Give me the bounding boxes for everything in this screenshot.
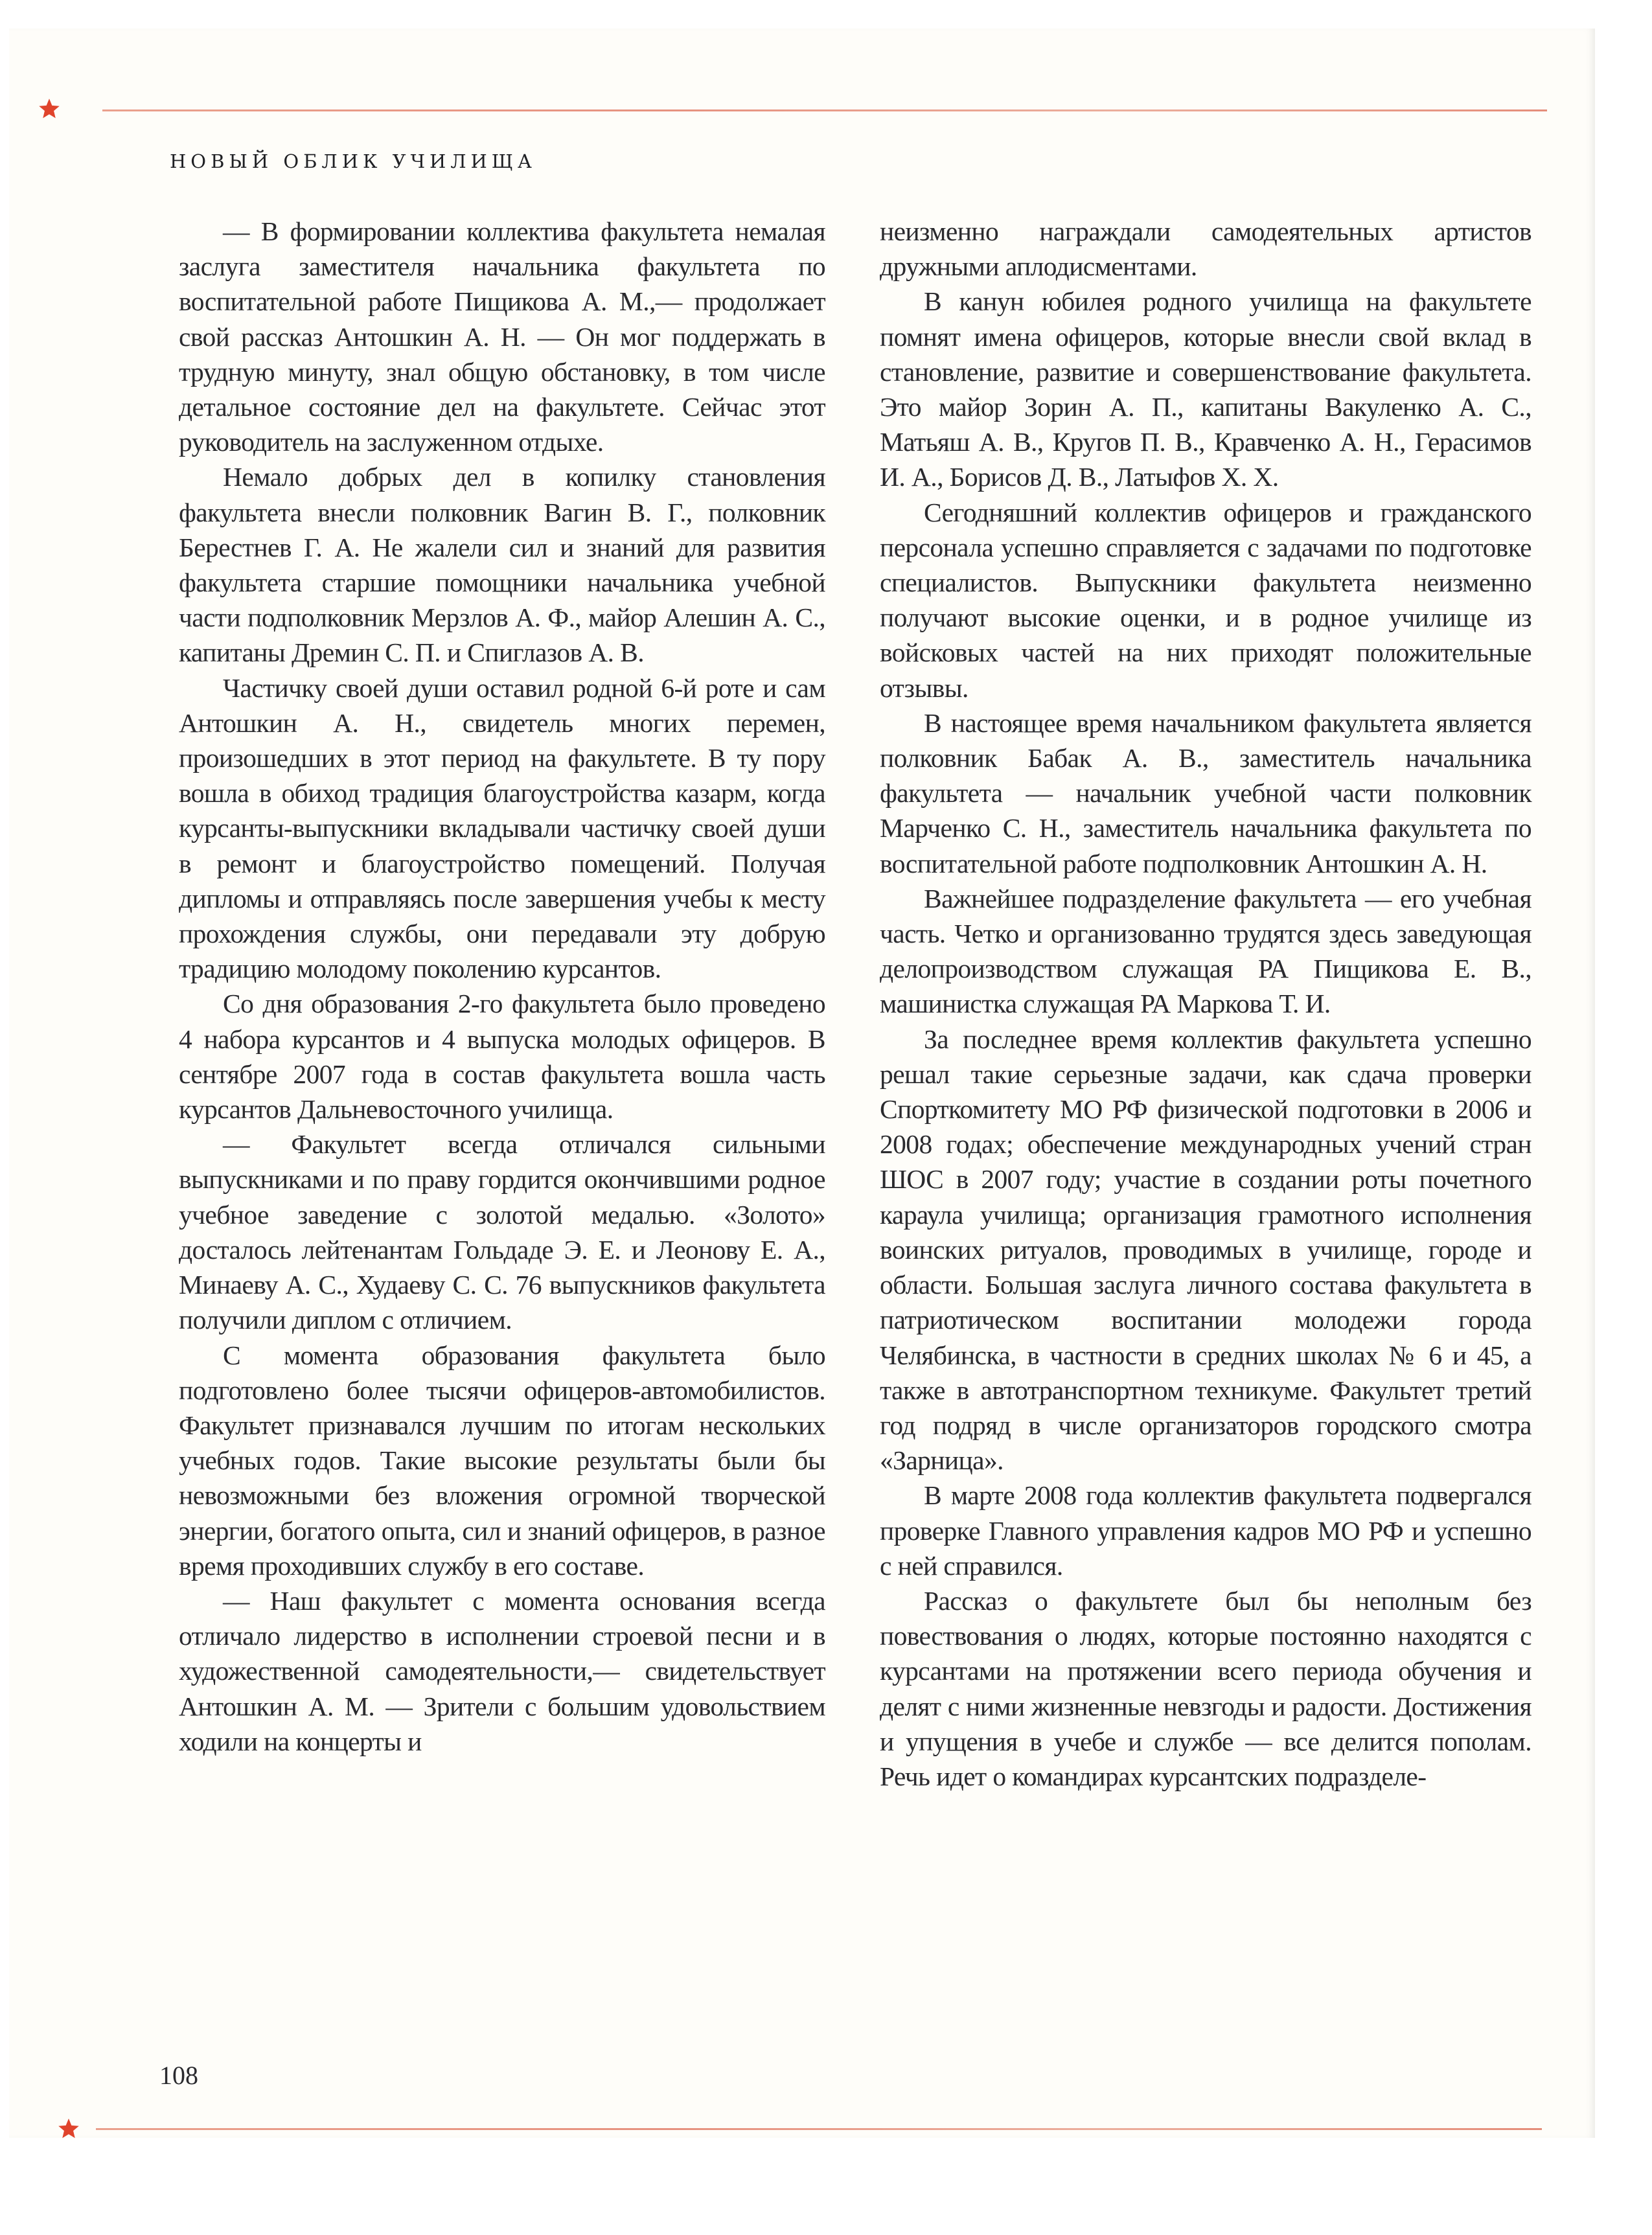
paragraph: С момента образования факультета было подготовлено более тысячи офицеров-автомобилистов. Факультет признавался лучшим по итогам нескольких учебных годов. Такие высокие результаты были бы невозможными без вложения огромной творческой энергии, богатого опыта, сил и знаний офицеров, в разное время проходивших службу в его составе. <box>179 1340 825 1581</box>
paragraph: В канун юбилея родного училища на факультете помнят имена офицеров, которые внесли свой вклад в становление, развитие и совершенствование факультета. Это майор Зорин А. П., капитаны Вакуленко А. С., Матьяш А. В., Кругов П. В., Кравченко А. Н., Герасимов И. А., Борисов Д. В., Латыфов Х. Х. <box>880 286 1532 492</box>
page-number: 108 <box>159 2061 198 2090</box>
paragraph: Со дня образования 2-го факультета было проведено 4 набора курсантов и 4 выпуска молодых офицеров. В сентябре 2007 года в состав факультета вошла часть курсантов Дальневосточного училища. <box>179 989 825 1125</box>
paragraph: Частичку своей души оставил родной 6-й роте и сам Антошкин А. Н., свидетель многих перемен, произошедших в этот период на факультете. В ту пору вошла в обиход традиция благоустройства казарм, когда курсанты-выпускники вкладывали частичку своей души в ремонт и благоустройство помещений. Получая дипломы и отправляясь после завершения учебы к месту прохождения службы, они передавали эту добрую традицию молодому поколению курсантов. <box>179 672 825 984</box>
paragraph: — Факультет всегда отличался сильными выпускниками и по праву гордится окончившими родное учебное заведение с золотой медалью. «Золото» досталось лейтенантам Гольдаде Э. Е. и Леонову Е. А., Минаеву А. С., Худаеву С. С. 76 выпускников факультета получили диплом с отличием. <box>179 1129 825 1335</box>
left-text-column <box>179 214 825 1759</box>
paragraph-continued: неизменно награждали самодеятельных артистов дружными аплодисментами. <box>880 216 1532 282</box>
right-text-column <box>880 214 1532 1794</box>
red-star-icon <box>57 2117 80 2140</box>
running-head: НОВЫЙ ОБЛИК УЧИЛИЩА <box>170 150 536 172</box>
paragraph: — Наш факультет с момента основания всегда отличало лидерство в исполнении строевой песни и в художественной самодеятельности,— свидетельствует Антошкин А. М. — Зрители с большим удовольствием ходили на концерты и <box>179 1585 825 1756</box>
footer-rule-line <box>96 2128 1542 2130</box>
header-rule-line <box>102 109 1547 111</box>
header-rule <box>0 97 1652 123</box>
red-star-icon <box>38 97 61 120</box>
paragraph: В марте 2008 года коллектив факультета подвергался проверке Главного управления кадров МО РФ и успешно с ней справился. <box>880 1480 1532 1581</box>
paragraph: Сегодняшний коллектив офицеров и гражданского персонала успешно справляется с задачами по подготовке специалистов. Выпускники факультета неизменно получают высокие оценки, и в родное училище из войсковых частей на них приходят положительные отзывы. <box>880 497 1532 703</box>
paragraph: Немало добрых дел в копилку становления факультета внесли полковник Вагин В. Г., полковник Берестнев Г. А. Не жалели сил и знаний для развития факультета старшие помощники начальника учебной части подполковник Мерзлов А. Ф., майор Алешин А. С., капитаны Дремин С. П. и Спиглазов А. В. <box>179 462 825 668</box>
paragraph: За последнее время коллектив факультета успешно решал такие серьезные задачи, как сдача проверки Спорткомитету МО РФ физической подготовки в 2006 и 2008 годах; обеспечение международных учений стран ШОС в 2007 году; участие в создании роты почетного караула училища; организация грамотного исполнения воинских ритуалов, проводимых в училище, городе и области. Большая заслуга личного состава факультета в патриотическом воспитании молодежи города Челябинска, в частности в средних школах № 6 и 45, а также в автотранспортном техникуме. Факультет третий год подряд в числе организаторов городского смотра «Зарница». <box>880 1024 1532 1476</box>
footer-rule <box>0 2117 1652 2143</box>
paragraph: Важнейшее подразделение факультета — его учебная часть. Четко и организованно трудятся здесь заведующая делопроизводством служащая РА Пищикова Е. В., машинистка служащая РА Маркова Т. И. <box>880 883 1532 1019</box>
paragraph: Рассказ о факультете был бы неполным без повествования о людях, которые постоянно находятся с курсантами на протяжении всего периода обучения и делят с ними жизненные невзгоды и радости. Достижения и упущения в учебе и службе — все делится пополам. Речь идет о командирах курсантских подразделе- <box>880 1585 1532 1791</box>
paragraph: — В формировании коллектива факультета немалая заслуга заместителя начальника факультета по воспитательной работе Пищикова А. М.,— продолжает свой рассказ Антошкин А. Н. — Он мог поддержать в трудную минуту, знал общую обстановку, в том числе детальное состояние дел на факультете. Сейчас этот руководитель на заслуженном отдыхе. <box>179 216 825 457</box>
paragraph: В настоящее время начальником факультета является полковник Бабак А. В., заместитель начальника факультета — начальник учебной части полковник Марченко С. Н., заместитель начальника факультета по воспитательной работе подполковник Антошкин А. Н. <box>880 707 1532 878</box>
